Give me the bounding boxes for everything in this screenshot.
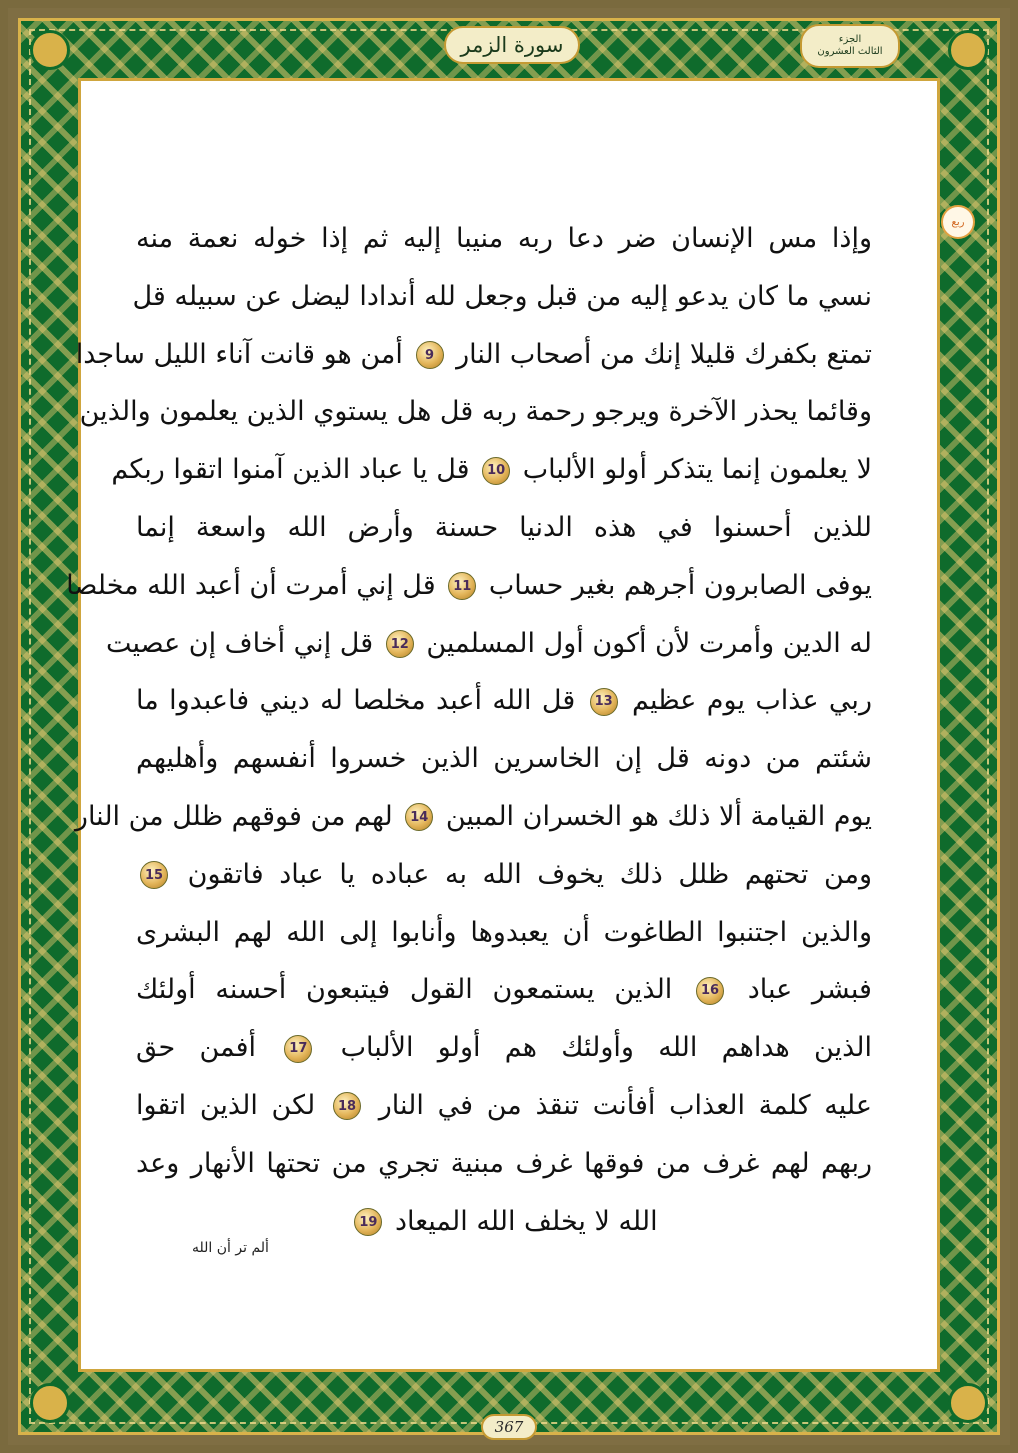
verse-line — [132, 268, 872, 326]
verse-lines — [66, 210, 873, 1250]
corner-ornament — [948, 30, 988, 70]
ayah-number-marker: 13 — [590, 688, 618, 716]
corner-ornament — [30, 30, 70, 70]
verse-text: ربهم لهم غرف من فوقها غرف مبنية تجري من تحتها الأنهار وعد — [136, 1147, 872, 1179]
verse-text: له الدين وأمرت لأن أكون أول المسلمين — [426, 627, 872, 659]
verse-text: ربي عذاب يوم عظيم — [632, 685, 872, 717]
verse-line — [136, 499, 872, 557]
ayah-number-marker: 18 — [333, 1092, 361, 1120]
verse-text: لا يعلمون إنما يتذكر أولو الألباب — [522, 454, 872, 486]
ayah-number-marker: 15 — [140, 861, 168, 889]
ayah-number-marker: 16 — [696, 977, 724, 1005]
verse-text: الذين يستمعون القول فيتبعون أحسنه أولئك — [136, 974, 673, 1006]
verse-line — [136, 846, 872, 904]
verse-line — [106, 615, 872, 673]
verse-text: قل الله أعبد مخلصا له ديني فاعبدوا ما — [136, 685, 576, 717]
ayah-number-marker: 14 — [405, 803, 433, 831]
verse-text: عليه كلمة العذاب أفأنت تنقذ من في النار — [378, 1089, 872, 1121]
ayah-number-marker: 19 — [354, 1208, 382, 1236]
verse-text: يوفى الصابرون أجرهم بغير حساب — [488, 569, 872, 601]
verse-line — [136, 210, 872, 268]
verse-text: قل إني أخاف إن عصيت — [106, 627, 374, 659]
verse-text: وقائما يحذر الآخرة ويرجو رحمة ربه قل هل يستوي الذين يعلمون والذين — [79, 396, 872, 428]
rub-hizb-marker: ربع — [941, 205, 975, 239]
verse-text: الله لا يخلف الله الميعاد — [394, 1205, 658, 1237]
ayah-number-marker: 10 — [482, 457, 510, 485]
verse-line — [79, 383, 872, 441]
catchword: ألم تر أن الله — [192, 1240, 269, 1256]
verse-line — [111, 441, 872, 499]
ayah-number-marker: 11 — [448, 572, 476, 600]
juz-label-line2: الثالث العشرون — [817, 46, 883, 57]
verse-text: أفمن حق — [136, 1032, 257, 1064]
verse-line — [136, 1135, 872, 1193]
verse-line — [136, 904, 872, 962]
verse-line — [74, 788, 872, 846]
verse-text: لهم من فوقهم ظلل من النار — [74, 800, 393, 832]
ayah-number-marker: 17 — [284, 1035, 312, 1063]
verse-line — [66, 557, 872, 615]
page-number: 367 — [481, 1414, 537, 1440]
verse-line — [136, 672, 872, 730]
ayah-number-marker: 12 — [386, 630, 414, 658]
verse-text: أمن هو قانت آناء الليل ساجدا — [75, 338, 403, 370]
verse-text: قل يا عباد الذين آمنوا اتقوا ربكم — [111, 454, 470, 486]
verse-text: وإذا مس الإنسان ضر دعا ربه منيبا إليه ثم إذا خوله نعمة منه — [136, 223, 872, 254]
verse-text: الذين هداهم الله وأولئك هم أولو الألباب — [340, 1032, 872, 1064]
verse-text: شئتم من دونه قل إن الخاسرين الذين خسروا أنفسهم وأهليهم — [136, 743, 872, 775]
verse-line — [136, 1019, 872, 1077]
verse-line — [75, 326, 872, 384]
verse-text: تمتع بكفرك قليلا إنك من أصحاب النار — [456, 338, 872, 370]
verse-text: والذين اجتنبوا الطاغوت أن يعبدوها وأنابوا إلى الله لهم البشرى — [136, 916, 872, 948]
verse-line — [136, 730, 872, 788]
corner-ornament — [30, 1383, 70, 1423]
verse-text: ومن تحتهم ظلل ذلك يخوف الله به عباده يا عباد فاتقون — [187, 858, 873, 890]
juz-label-line1: الجزء — [838, 34, 862, 45]
verse-text: للذين أحسنوا في هذه الدنيا حسنة وأرض الله واسعة إنما — [136, 511, 872, 543]
surah-title: سورة الزمر — [444, 26, 580, 64]
verse-line — [136, 1077, 872, 1135]
ayah-number-marker: 9 — [416, 341, 444, 369]
verse-line — [136, 961, 872, 1019]
verse-text: فبشر عباد — [747, 974, 872, 1006]
verse-text: لكن الذين اتقوا — [136, 1089, 316, 1121]
verse-text: يوم القيامة ألا ذلك هو الخسران المبين — [445, 800, 872, 832]
corner-ornament — [948, 1383, 988, 1423]
verse-text: نسي ما كان يدعو إليه من قبل وجعل لله أندادا ليضل عن سبيله قل — [132, 280, 872, 312]
juz-label — [800, 24, 900, 68]
verse-text: قل إني أمرت أن أعبد الله مخلصا — [66, 569, 436, 601]
